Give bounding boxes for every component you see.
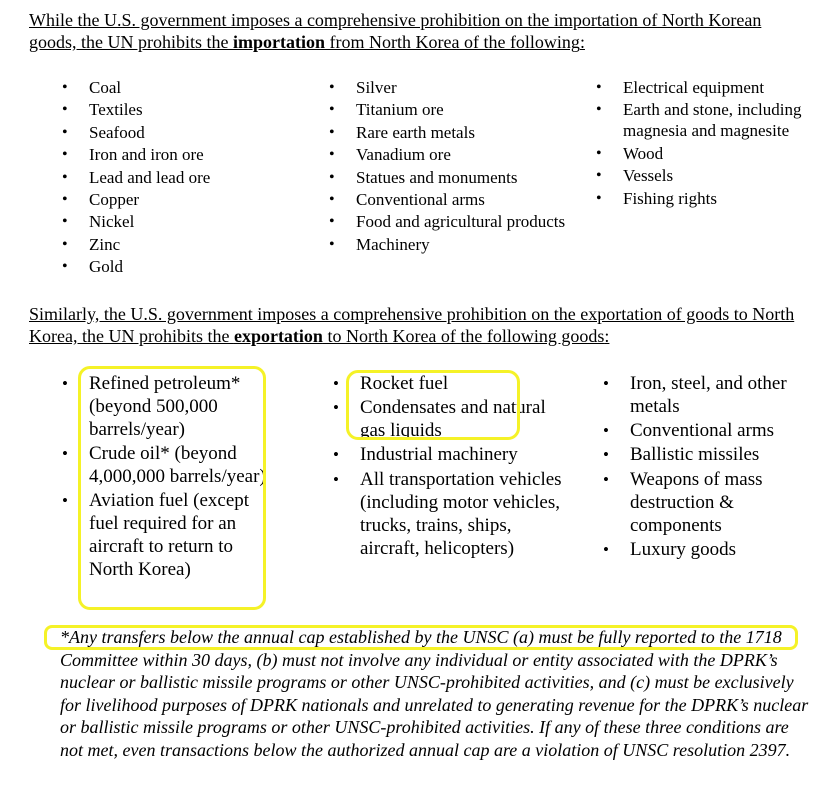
list-item: • Vessels (596, 165, 811, 186)
import-list-column-2 (329, 77, 569, 256)
list-item: • Vanadium ore (329, 144, 569, 165)
list-item: • Aviation fuel (except fuel required for an aircraft to return to North Korea) (62, 489, 274, 581)
list-item: • Condensates and natural gas liquids (333, 396, 563, 442)
list-item: • Industrial machinery (333, 443, 563, 466)
list-item: • Conventional arms (603, 419, 808, 442)
import-heading-bold: importation (233, 32, 325, 52)
list-item: • Nickel (62, 211, 292, 232)
list-item: • Iron and iron ore (62, 144, 292, 165)
import-list-column-3 (596, 77, 811, 210)
list-item: • Wood (596, 143, 811, 164)
list-item: • Weapons of mass destruction & components (603, 468, 808, 537)
list-item: • Seafood (62, 122, 292, 143)
list-item: • Gold (62, 256, 292, 277)
export-heading-text-end: to North Korea of the following goods (322, 326, 605, 346)
list-item: • Fishing rights (596, 188, 811, 209)
export-heading (29, 303, 809, 347)
footnote: *Any transfers below the annual cap established by the UNSC (a) must be fully reported to the 1718 Committee within 30 days, (b) must not involve any individual or entity associated with the DPRK’s nuclear or ballistic missile programs or other UNSC-prohibited activities, and (c) must be exclusively for livelihood purposes of DPRK nationals and unrelated to generating revenue for the DPRK’s nuclear or ballistic missile programs or other UNSC-prohibited activities. If any of these three conditions are not met, even transactions below the authorized annual cap are a violation of UNSC resolution 2397. (60, 627, 809, 760)
list-item: • Earth and stone, including magnesia and magnesite (596, 99, 811, 141)
list-item: • Rare earth metals (329, 122, 569, 143)
export-list-column-1 (62, 372, 274, 583)
export-heading-text: Similarly, the U.S. government imposes a comprehensive prohibition on the exportation of goods to North Korea, the UN prohibits the (29, 304, 795, 346)
list-item: • Textiles (62, 99, 292, 120)
list-item: • Iron, steel, and other metals (603, 372, 808, 418)
list-item: • Ballistic missiles (603, 443, 808, 466)
list-item: • Electrical equipment (596, 77, 811, 98)
list-item: • Crude oil* (beyond 4,000,000 barrels/year) (62, 442, 274, 488)
import-heading-colon: : (579, 32, 585, 52)
list-item: • Machinery (329, 234, 569, 255)
export-list-column-2 (333, 372, 563, 561)
import-heading-text: While the U.S. government imposes a comprehensive prohibition on the importation of North Korean goods, the UN prohibits the (29, 10, 762, 52)
import-list-column-1 (62, 77, 292, 279)
list-item: • Food and agricultural products (329, 211, 569, 232)
list-item: • Copper (62, 189, 292, 210)
list-item: • Coal (62, 77, 292, 98)
import-heading (29, 9, 809, 53)
list-item: • Titanium ore (329, 99, 569, 120)
export-heading-bold: exportation (233, 326, 323, 346)
list-item: • Conventional arms (329, 189, 569, 210)
import-heading-text-end: from North Korea of the following (325, 32, 580, 52)
list-item: • Lead and lead ore (62, 167, 292, 188)
list-item: • Rocket fuel (333, 372, 563, 395)
list-item: • Statues and monuments (329, 167, 569, 188)
export-list-column-3 (603, 372, 808, 562)
list-item: • Luxury goods (603, 538, 808, 561)
list-item: • Zinc (62, 234, 292, 255)
list-item: • Refined petroleum* (beyond 500,000 barrels/year) (62, 372, 274, 441)
export-heading-colon: : (604, 326, 610, 346)
list-item: • All transportation vehicles (including motor vehicles, trucks, trains, ships, aircraft, helicopters) (333, 468, 563, 560)
list-item: • Silver (329, 77, 569, 98)
